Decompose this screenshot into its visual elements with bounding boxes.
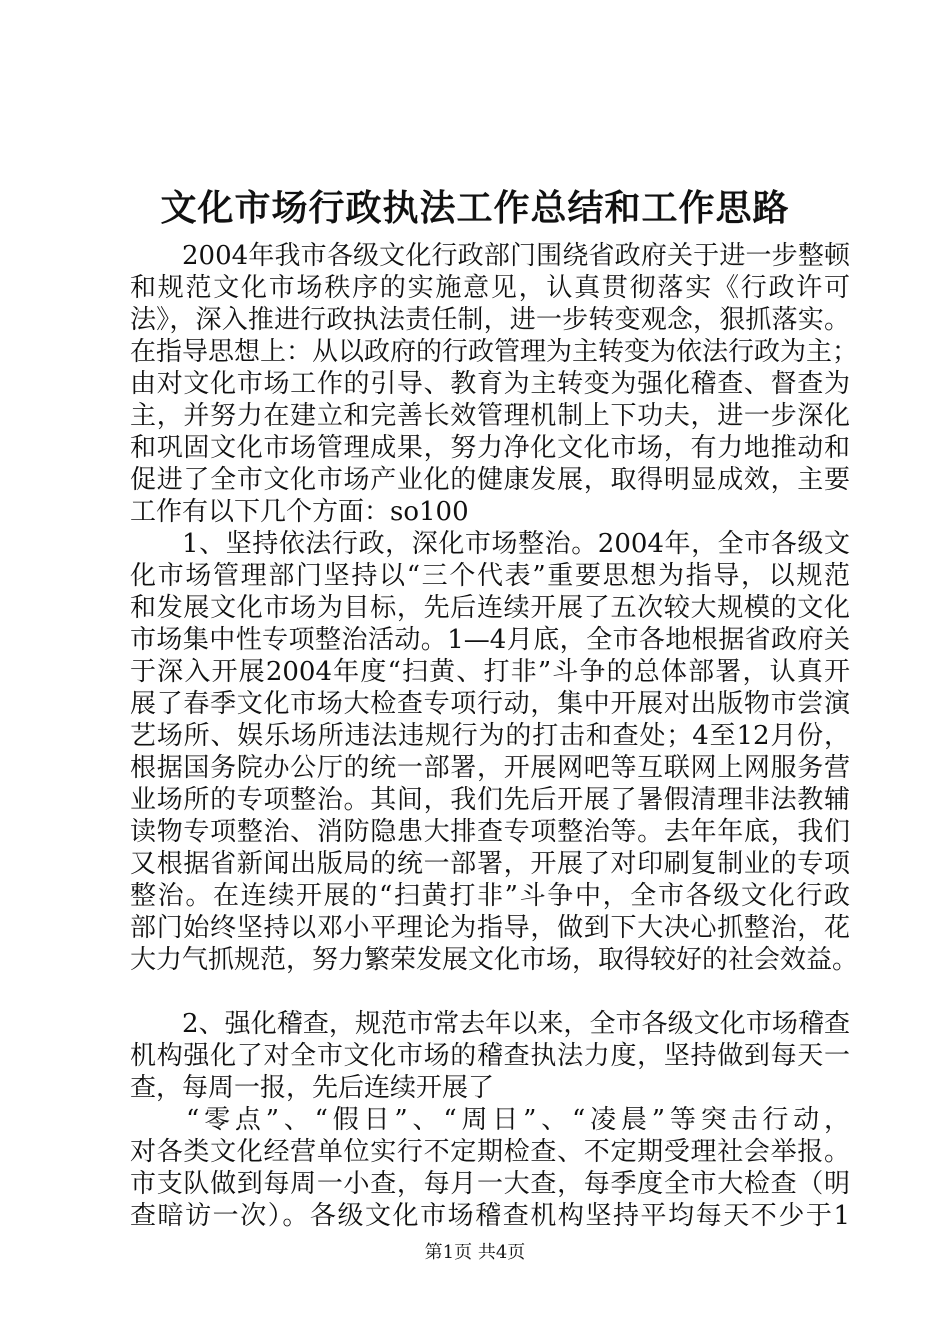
text-line: 部门始终坚持以邓小平理论为指导，做到下大决心抓整治，花 — [130, 913, 850, 943]
text-line: 对各类文化经营单位实行不定期检查、不定期受理社会举报。 — [130, 1137, 850, 1167]
document-title: 文化市场行政执法工作总结和工作思路 — [160, 187, 790, 229]
text-line: 法》，深入推进行政执法责任制，进一步转变观念，狠抓落实。 — [130, 305, 850, 335]
text-line: 1、坚持依法行政，深化市场整治。2004年，全市各级文 — [182, 529, 850, 559]
text-line: 读物专项整治、消防隐患大排查专项整治等。去年年底，我们 — [130, 817, 850, 847]
text-line: 市支队做到每周一小查，每月一大查，每季度全市大检查（明 — [130, 1169, 850, 1199]
text-line: 在指导思想上：从以政府的行政管理为主转变为依法行政为主； — [130, 337, 859, 367]
text-line: 促进了全市文化市场产业化的健康发展，取得明显成效，主要 — [130, 465, 850, 495]
text-line: 展了春季文化市场大检查专项行动，集中开展对出版物市尝演 — [130, 689, 850, 719]
text-line: 2、强化稽查，规范市常去年以来，全市各级文化市场稽查 — [182, 1009, 850, 1039]
text-line: 整治。在连续开展的“扫黄打非”斗争中，全市各级文化行政 — [130, 881, 850, 911]
text-line: 又根据省新闻出版局的统一部署，开展了对印刷复制业的专项 — [130, 849, 850, 879]
text-line: 业场所的专项整治。其间，我们先后开展了暑假清理非法教辅 — [130, 785, 850, 815]
text-line: “零点”、“假日”、“周日”、“凌晨”等突击行动， — [186, 1105, 850, 1135]
text-line: 根据国务院办公厅的统一部署，开展网吧等互联网上网服务营 — [130, 753, 850, 783]
text-line: 由对文化市场工作的引导、教育为主转变为强化稽查、督查为 — [130, 369, 850, 399]
text-line: 和发展文化市场为目标，先后连续开展了五次较大规模的文化 — [130, 593, 850, 623]
text-line: 2004年我市各级文化行政部门围绕省政府关于进一步整顿 — [182, 241, 850, 271]
text-line: 查，每周一报，先后连续开展了 — [130, 1073, 495, 1103]
text-line: 主，并努力在建立和完善长效管理机制上下功夫，进一步深化 — [130, 401, 850, 431]
page-number-footer: 第1页 共4页 — [424, 1242, 526, 1263]
text-line: 于深入开展2004年度“扫黄、打非”斗争的总体部署，认真开 — [130, 657, 850, 687]
text-line: 机构强化了对全市文化市场的稽查执法力度，坚持做到每天一 — [130, 1041, 850, 1071]
text-line: 查暗访一次）。各级文化市场稽查机构坚持平均每天不少于1 — [130, 1201, 850, 1231]
text-line: 工作有以下几个方面：so100 — [130, 497, 469, 527]
text-line: 大力气抓规范，努力繁荣发展文化市场，取得较好的社会效益。 — [130, 945, 859, 975]
text-line: 化市场管理部门坚持以“三个代表”重要思想为指导，以规范 — [130, 561, 850, 591]
text-line: 和规范文化市场秩序的实施意见，认真贯彻落实《行政许可 — [130, 273, 850, 303]
text-line: 和巩固文化市场管理成果，努力净化文化市场，有力地推动和 — [130, 433, 850, 463]
text-line: 市场集中性专项整治活动。1—4月底，全市各地根据省政府关 — [130, 625, 850, 655]
text-line: 艺场所、娱乐场所违法违规行为的打击和查处；4至12月份， — [130, 721, 850, 751]
